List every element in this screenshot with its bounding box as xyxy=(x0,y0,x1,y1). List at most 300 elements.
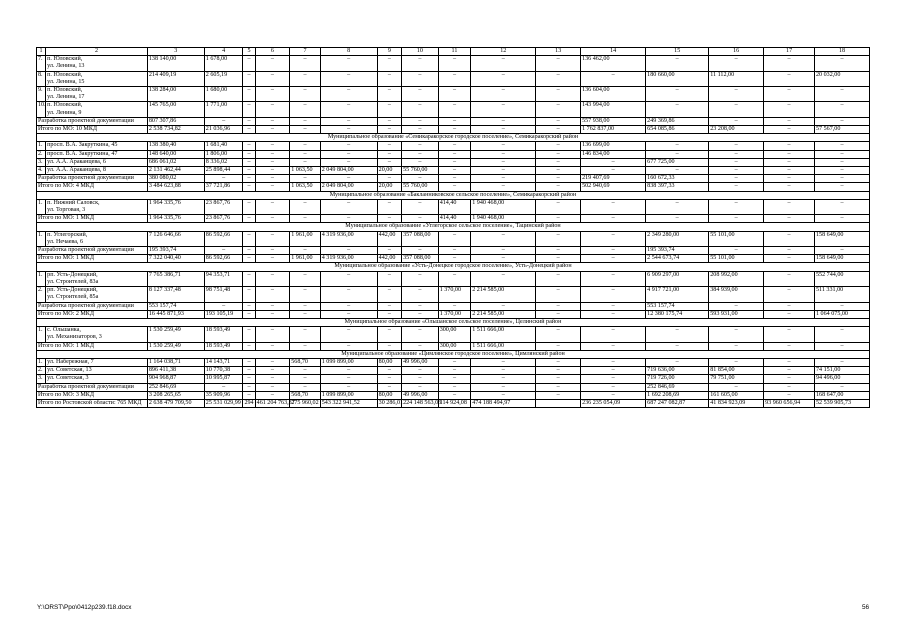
summary-value: – xyxy=(814,175,869,183)
summary-value: 25 531 029,99 xyxy=(204,399,243,407)
table-cell: – xyxy=(471,158,536,166)
table-cell: – xyxy=(709,199,764,214)
summary-label: Разработка проектной документации xyxy=(37,302,148,310)
table-cell: – xyxy=(764,271,815,286)
summary-value: – xyxy=(709,342,764,350)
summary-value: 3 484 623,88 xyxy=(147,183,204,191)
table-cell: – xyxy=(536,167,581,175)
column-number-header: 10 xyxy=(402,48,439,56)
section-heading-row xyxy=(37,223,870,231)
summary-row xyxy=(37,183,870,191)
table-cell: – xyxy=(402,367,439,375)
summary-value: 474 188 494,97 xyxy=(471,399,536,407)
row-number: 9. xyxy=(37,87,46,102)
summary-value: 161 605,00 xyxy=(709,391,764,399)
column-number-header: 5 xyxy=(243,48,255,56)
table-cell: – xyxy=(320,87,377,102)
summary-value: – xyxy=(290,126,321,134)
summary-value: – xyxy=(581,302,646,310)
summary-value: – xyxy=(536,183,581,191)
table-cell: – xyxy=(581,158,646,166)
summary-value: – xyxy=(536,117,581,125)
table-cell: – xyxy=(290,150,321,158)
summary-value: 357 088,00 xyxy=(402,255,439,263)
summary-row xyxy=(37,342,870,350)
summary-value: – xyxy=(471,302,536,310)
summary-value: – xyxy=(471,175,536,183)
table-cell: – xyxy=(377,271,401,286)
table-cell: – xyxy=(764,375,815,383)
table-cell: – xyxy=(646,150,709,158)
table-row xyxy=(37,150,870,158)
table-cell: 568,70 xyxy=(290,358,321,366)
table-cell: – xyxy=(536,102,581,117)
summary-value: 49 996,00 xyxy=(402,391,439,399)
summary-value: – xyxy=(243,391,255,399)
table-cell: – xyxy=(709,102,764,117)
table-cell: – xyxy=(438,71,471,86)
column-number-header: 8 xyxy=(320,48,377,56)
column-number-header: 16 xyxy=(709,48,764,56)
column-number-header: 13 xyxy=(536,48,581,56)
table-cell: 1 806,00 xyxy=(204,150,243,158)
summary-value: – xyxy=(290,342,321,350)
table-cell: – xyxy=(471,375,536,383)
summary-value: – xyxy=(764,383,815,391)
summary-value: – xyxy=(814,215,869,223)
summary-row xyxy=(37,126,870,134)
summary-label: Разработка проектной документации xyxy=(37,383,148,391)
table-cell: – xyxy=(764,367,815,375)
table-row xyxy=(37,375,870,383)
table-cell: – xyxy=(255,56,290,71)
table-cell: – xyxy=(320,71,377,86)
summary-value: 3 208 265,65 xyxy=(147,391,204,399)
table-cell: – xyxy=(320,327,377,342)
table-cell: – xyxy=(377,142,401,150)
document-page xyxy=(36,47,870,408)
summary-value: – xyxy=(320,310,377,318)
summary-value: 2 538 734,82 xyxy=(147,126,204,134)
table-cell: – xyxy=(255,158,290,166)
table-cell: – xyxy=(377,367,401,375)
table-cell: – xyxy=(471,87,536,102)
table-cell: – xyxy=(290,271,321,286)
table-cell: – xyxy=(320,56,377,71)
table-cell: – xyxy=(243,150,255,158)
table-cell: – xyxy=(764,150,815,158)
summary-value: – xyxy=(377,175,401,183)
section-heading-row xyxy=(37,134,870,142)
summary-value: 1 511 666,00 xyxy=(471,342,536,350)
table-cell: – xyxy=(243,271,255,286)
table-cell: – xyxy=(290,71,321,86)
row-number: 2. xyxy=(37,150,46,158)
table-cell: – xyxy=(290,199,321,214)
summary-value: – xyxy=(581,255,646,263)
table-cell: 80,00 xyxy=(377,358,401,366)
table-cell: – xyxy=(471,142,536,150)
table-cell: – xyxy=(320,142,377,150)
table-cell: 1 771,00 xyxy=(204,102,243,117)
table-cell: – xyxy=(764,102,815,117)
table-cell: 1 964 335,76 xyxy=(147,199,204,214)
summary-value: – xyxy=(402,126,439,134)
table-cell: – xyxy=(377,56,401,71)
summary-value: 195 393,74 xyxy=(147,247,204,255)
table-cell: – xyxy=(646,102,709,117)
table-cell: 552 744,00 xyxy=(814,271,869,286)
summary-value: – xyxy=(402,215,439,223)
summary-value: – xyxy=(255,247,290,255)
table-cell: 384 939,00 xyxy=(709,287,764,302)
table-cell: – xyxy=(377,102,401,117)
table-cell: – xyxy=(255,287,290,302)
table-cell: – xyxy=(438,271,471,286)
table-cell: 1 511 666,00 xyxy=(471,327,536,342)
summary-value: – xyxy=(290,215,321,223)
summary-value: 16 445 871,93 xyxy=(147,310,204,318)
column-number-header: 7 xyxy=(290,48,321,56)
summary-value: 553 157,74 xyxy=(646,302,709,310)
table-cell: – xyxy=(646,199,709,214)
summary-value: 4 319 936,00 xyxy=(320,255,377,263)
summary-value: 2 049 804,00 xyxy=(320,183,377,191)
summary-value: 219 407,69 xyxy=(581,175,646,183)
address-cell: ул. Советская, 3 xyxy=(46,375,148,383)
table-cell: 8 336,02 xyxy=(204,158,243,166)
summary-value: – xyxy=(243,183,255,191)
summary-value: 687 247 082,87 xyxy=(646,399,709,407)
footer-file-path: Y:\ORST\Ppo\0412p239.f18.docx xyxy=(37,604,132,611)
table-cell: – xyxy=(814,102,869,117)
table-cell: – xyxy=(290,56,321,71)
summary-value: 1 940 468,00 xyxy=(471,215,536,223)
summary-value: 1 961,00 xyxy=(290,255,321,263)
summary-label: Разработка проектной документации xyxy=(37,247,148,255)
summary-label: Итого по МО: 1 МКД xyxy=(37,342,148,350)
summary-value: – xyxy=(255,302,290,310)
summary-value: – xyxy=(438,255,471,263)
summary-value: – xyxy=(471,247,536,255)
summary-value: – xyxy=(814,247,869,255)
table-cell: – xyxy=(814,358,869,366)
table-cell: – xyxy=(536,199,581,214)
summary-value: 30 286,01 xyxy=(378,399,404,406)
summary-value: – xyxy=(709,215,764,223)
summary-value: 57 567,00 xyxy=(814,126,869,134)
summary-value: – xyxy=(204,302,243,310)
table-cell: – xyxy=(402,87,439,102)
summary-value: – xyxy=(204,117,243,125)
summary-value: – xyxy=(290,383,321,391)
summary-value: – xyxy=(204,175,243,183)
table-cell: – xyxy=(438,375,471,383)
summary-label: Итого по МО: 4 МКД xyxy=(37,183,148,191)
table-cell: 86 592,66 xyxy=(204,231,243,246)
summary-value: 1 692 208,69 xyxy=(646,391,709,399)
summary-value: 275 960,02 xyxy=(291,399,319,406)
table-cell: – xyxy=(764,327,815,342)
section-heading-row xyxy=(37,263,870,271)
table-cell: – xyxy=(290,87,321,102)
table-cell: – xyxy=(581,167,646,175)
summary-value: 654 085,86 xyxy=(646,126,709,134)
table-cell: – xyxy=(243,287,255,302)
table-cell: – xyxy=(290,367,321,375)
summary-value: – xyxy=(438,183,471,191)
summary-value: – xyxy=(471,255,536,263)
row-number: 1. xyxy=(37,358,46,366)
table-cell: – xyxy=(814,150,869,158)
table-cell: 136 604,00 xyxy=(581,87,646,102)
summary-value: – xyxy=(536,302,581,310)
table-cell: – xyxy=(536,56,581,71)
table-cell: – xyxy=(764,56,815,71)
summary-value: 18 593,49 xyxy=(204,342,243,350)
summary-value: – xyxy=(764,175,815,183)
summary-value: – xyxy=(536,310,581,318)
table-row xyxy=(37,199,870,214)
summary-value: 557 938,00 xyxy=(581,117,646,125)
table-cell: 414,40 xyxy=(438,199,471,214)
table-cell: – xyxy=(290,102,321,117)
table-cell: – xyxy=(646,87,709,102)
summary-value: – xyxy=(320,126,377,134)
table-cell: – xyxy=(255,271,290,286)
table-cell: – xyxy=(709,150,764,158)
table-cell: – xyxy=(581,231,646,246)
table-cell: – xyxy=(536,327,581,342)
summary-value: – xyxy=(438,117,471,125)
summary-value: – xyxy=(471,117,536,125)
table-cell: 143 994,00 xyxy=(581,102,646,117)
section-heading: Муниципальное образование «Углегорское сельское поселение», Тацинский район xyxy=(37,223,870,231)
table-cell: 1 681,40 xyxy=(204,142,243,150)
summary-row xyxy=(37,399,870,407)
summary-value: – xyxy=(255,383,290,391)
table-cell: 4 319 936,00 xyxy=(320,231,377,246)
summary-value: – xyxy=(377,247,401,255)
summary-value: 21 036,96 xyxy=(204,126,243,134)
table-cell: 145 765,00 xyxy=(147,102,204,117)
section-heading: Муниципальное образование «Цимлянское городское поселение», Цимлянский район xyxy=(37,350,870,358)
summary-value: 86 592,66 xyxy=(204,255,243,263)
summary-value: 380 080,02 xyxy=(147,175,204,183)
table-cell: – xyxy=(581,367,646,375)
table-cell: – xyxy=(243,231,255,246)
column-number-header: 17 xyxy=(764,48,815,56)
column-number-header: 2 xyxy=(46,48,148,56)
table-cell: – xyxy=(536,150,581,158)
summary-value: 193 105,19 xyxy=(204,310,243,318)
footer-page-number: 56 xyxy=(862,604,870,611)
table-cell: 146 834,00 xyxy=(581,150,646,158)
table-cell: 55 101,00 xyxy=(709,231,764,246)
table-cell: – xyxy=(438,231,471,246)
summary-value: – xyxy=(764,342,815,350)
summary-value: 55 760,00 xyxy=(402,183,439,191)
table-cell: – xyxy=(243,327,255,342)
table-cell: – xyxy=(255,102,290,117)
column-number-header: 1 xyxy=(37,48,46,56)
table-cell: – xyxy=(814,167,869,175)
summary-value: 442,00 xyxy=(377,255,401,263)
summary-value: 252 846,69 xyxy=(646,383,709,391)
summary-value: – xyxy=(290,247,321,255)
table-cell: – xyxy=(536,358,581,366)
table-cell: – xyxy=(536,271,581,286)
summary-value: 294 xyxy=(244,399,254,406)
summary-value: – xyxy=(320,342,377,350)
summary-value: 195 393,74 xyxy=(646,247,709,255)
summary-value: – xyxy=(290,310,321,318)
table-cell: 7 765 386,71 xyxy=(147,271,204,286)
table-cell: 55 760,00 xyxy=(402,167,439,175)
table-cell: 511 331,00 xyxy=(814,287,869,302)
summary-value: – xyxy=(204,247,243,255)
table-cell: 158 649,00 xyxy=(814,231,869,246)
table-cell: – xyxy=(438,358,471,366)
column-number-header: 3 xyxy=(147,48,204,56)
summary-value: – xyxy=(243,383,255,391)
table-cell: – xyxy=(709,327,764,342)
table-cell: – xyxy=(402,287,439,302)
column-number-header: 4 xyxy=(204,48,243,56)
address-cell: п. Юловский, ул. Ленина, 13 xyxy=(46,56,148,71)
table-cell: – xyxy=(536,142,581,150)
table-cell: – xyxy=(764,71,815,86)
summary-value: 2 638 479 709,50 xyxy=(147,399,204,407)
summary-value: – xyxy=(255,126,290,134)
summary-value: – xyxy=(471,183,536,191)
table-cell: – xyxy=(814,158,869,166)
column-number-header: 9 xyxy=(377,48,401,56)
summary-value: 168 647,00 xyxy=(814,391,869,399)
summary-value: – xyxy=(438,247,471,255)
summary-value: – xyxy=(320,175,377,183)
summary-value: 80,00 xyxy=(377,391,401,399)
summary-value: – xyxy=(377,342,401,350)
table-cell: 25 898,44 xyxy=(204,167,243,175)
column-number-header: 12 xyxy=(471,48,536,56)
summary-value: 252 846,69 xyxy=(147,383,204,391)
table-cell: – xyxy=(764,167,815,175)
summary-value: – xyxy=(243,117,255,125)
summary-row xyxy=(37,175,870,183)
table-cell: – xyxy=(471,271,536,286)
summary-value: – xyxy=(814,383,869,391)
summary-value: 236 235 054,09 xyxy=(581,399,646,407)
table-cell: 10 995,87 xyxy=(204,375,243,383)
summary-value: 838 397,33 xyxy=(646,183,709,191)
table-cell: – xyxy=(709,158,764,166)
table-cell: – xyxy=(581,287,646,302)
table-cell: – xyxy=(402,375,439,383)
address-cell: рп. Усть-Донецкий, ул. Строителей, 85а xyxy=(46,287,148,302)
summary-value: – xyxy=(320,383,377,391)
section-heading-row xyxy=(37,350,870,358)
table-cell: – xyxy=(814,327,869,342)
table-cell: – xyxy=(764,158,815,166)
summary-value: – xyxy=(536,175,581,183)
summary-value: – xyxy=(320,117,377,125)
table-cell: – xyxy=(243,358,255,366)
summary-value: – xyxy=(255,215,290,223)
table-cell: – xyxy=(646,56,709,71)
summary-value: 1 964 335,76 xyxy=(147,215,204,223)
summary-row xyxy=(37,383,870,391)
summary-value: – xyxy=(290,117,321,125)
table-cell: – xyxy=(471,102,536,117)
table-cell: – xyxy=(471,367,536,375)
table-row xyxy=(37,358,870,366)
table-cell: – xyxy=(255,358,290,366)
summary-value: – xyxy=(764,310,815,318)
summary-row xyxy=(37,310,870,318)
table-cell: 11 112,00 xyxy=(709,71,764,86)
column-number-header: 15 xyxy=(646,48,709,56)
table-cell: 677 725,00 xyxy=(646,158,709,166)
table-cell: 74 151,00 xyxy=(814,367,869,375)
summary-value: 158 649,00 xyxy=(814,255,869,263)
address-cell: п. Нижний Саловск, ул. Торговая, 3 xyxy=(46,199,148,214)
table-cell: 2 049 804,00 xyxy=(320,167,377,175)
column-number-header: 14 xyxy=(581,48,646,56)
table-cell: – xyxy=(471,150,536,158)
table-cell: – xyxy=(402,142,439,150)
table-cell: – xyxy=(290,375,321,383)
summary-value: – xyxy=(646,215,709,223)
table-row xyxy=(37,56,870,71)
summary-value: – xyxy=(536,255,581,263)
summary-value: 1 530 259,49 xyxy=(147,342,204,350)
summary-value: – xyxy=(243,247,255,255)
summary-value: 543 322 941,52 xyxy=(320,399,377,407)
table-cell: – xyxy=(646,327,709,342)
table-cell: – xyxy=(402,56,439,71)
summary-value: – xyxy=(290,175,321,183)
table-cell: 136 699,00 xyxy=(581,142,646,150)
summary-value: – xyxy=(536,342,581,350)
table-cell: – xyxy=(814,87,869,102)
row-number: 3. xyxy=(37,158,46,166)
summary-value: 160 672,33 xyxy=(646,175,709,183)
table-cell: 1 063,50 xyxy=(290,167,321,175)
summary-value: – xyxy=(709,302,764,310)
table-row xyxy=(37,327,870,342)
summary-value: – xyxy=(709,183,764,191)
summary-value: – xyxy=(536,391,581,399)
summary-value: – xyxy=(764,183,815,191)
summary-value: – xyxy=(320,247,377,255)
summary-value: – xyxy=(536,215,581,223)
table-cell: – xyxy=(709,87,764,102)
row-number: 1. xyxy=(37,231,46,246)
table-cell: – xyxy=(402,71,439,86)
table-cell: – xyxy=(377,287,401,302)
table-row xyxy=(37,158,870,166)
summary-value: – xyxy=(377,126,401,134)
summary-value: – xyxy=(402,117,439,125)
summary-label: Итого по МО: 2 МКД xyxy=(37,310,148,318)
table-cell: 719 726,00 xyxy=(646,375,709,383)
table-cell: 18 593,49 xyxy=(204,327,243,342)
summary-value: 55 101,00 xyxy=(709,255,764,263)
table-cell: – xyxy=(646,358,709,366)
column-number-header: 11 xyxy=(438,48,471,56)
table-cell: – xyxy=(709,358,764,366)
